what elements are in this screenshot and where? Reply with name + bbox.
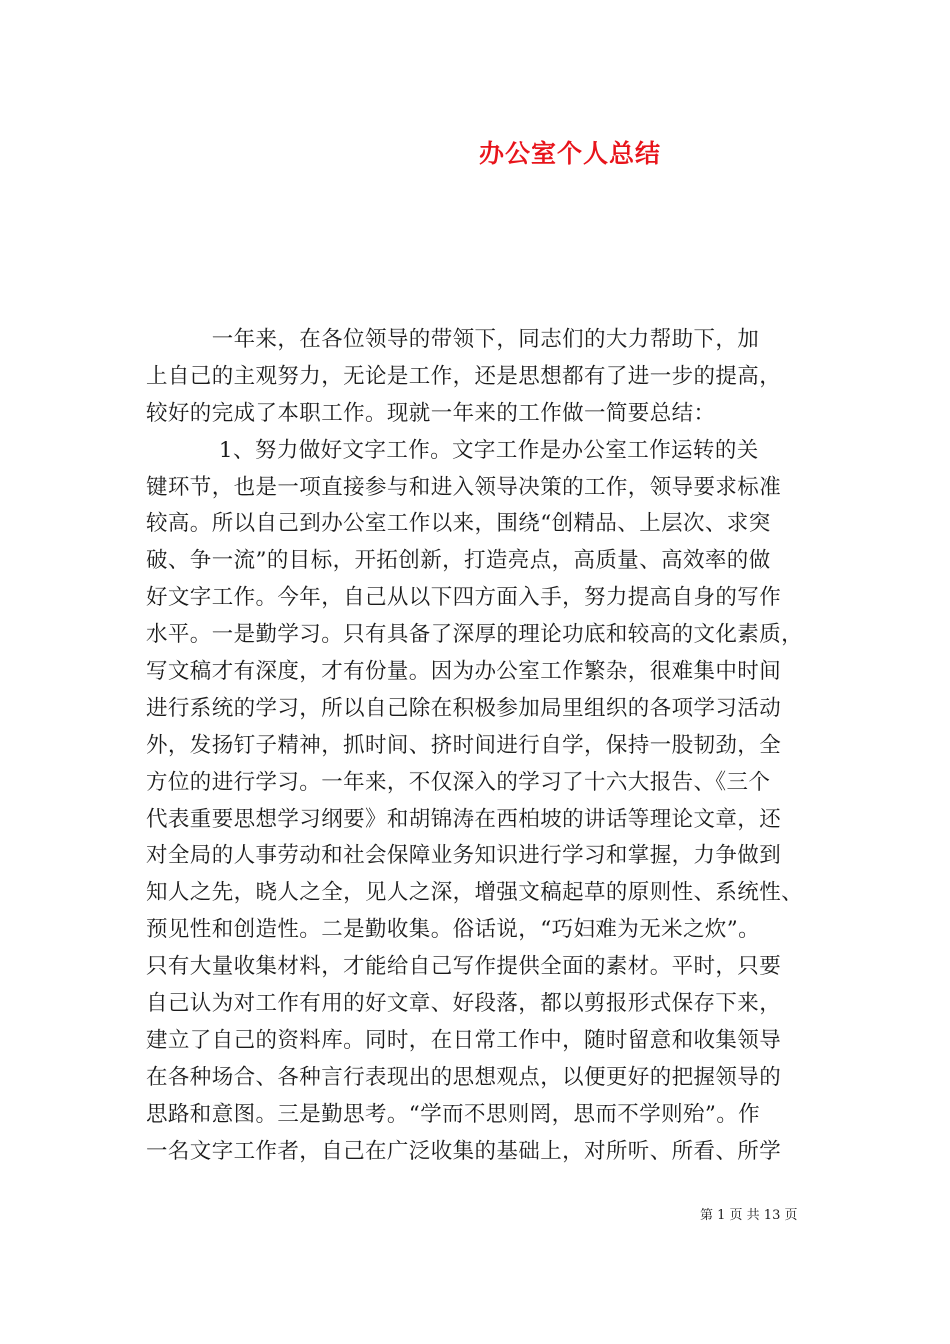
body-line: 外，发扬钉子精神，抓时间、挤时间进行自学，保持一股韧劲，全 [146,732,782,758]
body-line: 预见性和创造性。二是勤收集。俗话说，“巧妇难为无米之炊”。 [146,917,761,943]
body-line: 方位的进行学习。一年来，不仅深入的学习了十六大报告、《三个 [146,769,771,795]
body-line: 破、争一流”的目标，开拓创新，打造亮点，高质量、高效率的做 [146,548,771,574]
body-line: 1、努力做好文字工作。文字工作是办公室工作运转的关 [146,437,759,463]
body-line: 一年来，在各位领导的带领下，同志们的大力帮助下，加 [146,327,760,352]
body-line: 对全局的人事劳动和社会保障业务知识进行学习和掌握，力争做到 [146,843,782,869]
body-line: 自己认为对工作有用的好文章、好段落，都以剪报形式保存下来， [146,991,782,1017]
body-line: 只有大量收集材料，才能给自己写作提供全面的素材。平时，只要 [146,954,782,980]
body-line: 建立了自己的资料库。同时，在日常工作中，随时留意和收集领导 [146,1027,782,1053]
body-line: 思路和意图。三是勤思考。“学而不思则罔，思而不学则殆”。作 [146,1101,761,1127]
body-line: 写文稿才有深度，才有份量。因为办公室工作繁杂，很难集中时间 [146,659,782,685]
body-line: 较好的完成了本职工作。现就一年来的工作做一简要总结： [146,400,716,426]
body-line: 键环节，也是一项直接参与和进入领导决策的工作，领导要求标准 [146,474,782,500]
body-line: 进行系统的学习，所以自己除在积极参加局里组织的各项学习活动 [146,695,782,721]
body-line: 一名文字工作者，自己在广泛收集的基础上，对所听、所看、所学 [146,1138,782,1164]
page-number: 第 1 页 共 13 页 [700,1208,798,1223]
body-line: 代表重要思想学习纲要》和胡锦涛在西柏坡的讲话等理论文章，还 [146,806,782,832]
body-line: 较高。所以自己到办公室工作以来，围绕“创精品、上层次、求突 [146,511,771,537]
body-line: 知人之先，晓人之全，见人之深，增强文稿起草的原则性、系统性、 [146,880,804,906]
document-body [146,322,818,1170]
body-line: 水平。一是勤学习。只有具备了深厚的理论功底和较高的文化素质， [146,622,804,648]
body-line: 在各种场合、各种言行表现出的思想观点，以便更好的把握领导的 [146,1064,782,1090]
body-line: 上自己的主观努力，无论是工作，还是思想都有了进一步的提高， [146,363,782,389]
body-line: 好文字工作。今年，自己从以下四方面入手，努力提高自身的写作 [146,585,782,611]
document-title: 办公室个人总结 [478,139,661,168]
